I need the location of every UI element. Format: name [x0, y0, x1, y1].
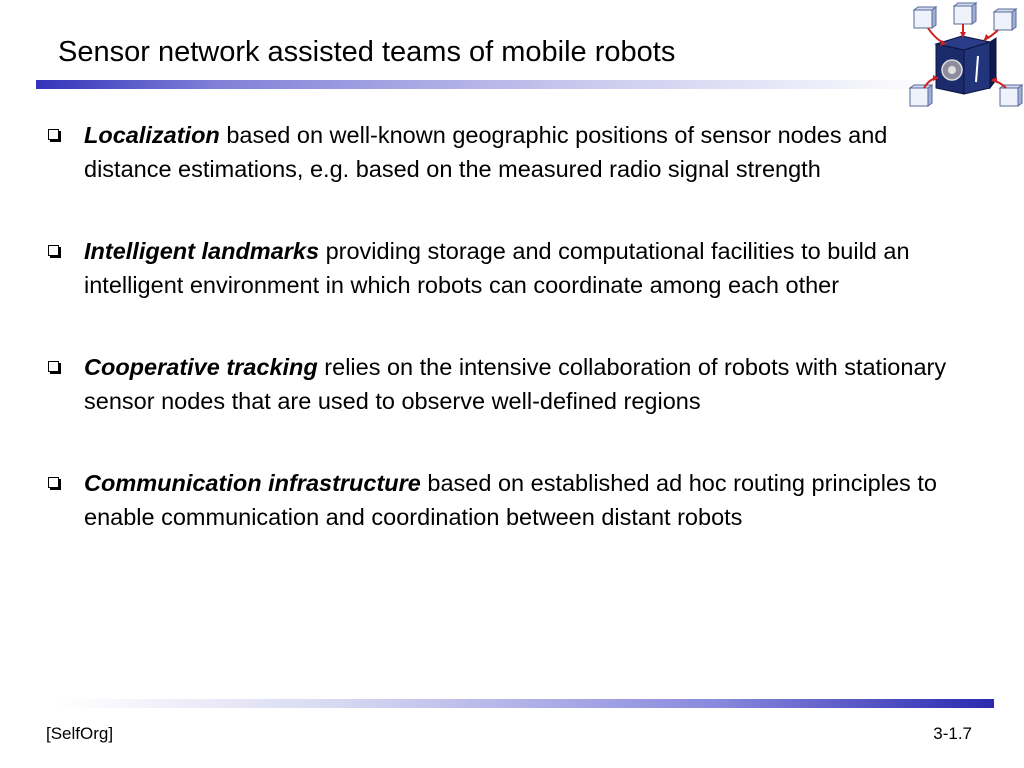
title-divider: [36, 80, 936, 89]
checkbox-icon: [48, 361, 59, 372]
checkbox-icon: [48, 129, 59, 140]
bullet-description: based on well-known geographic positions of sensor nodes and distance estimations, e.g. based on the measured radio signal strength: [84, 122, 888, 182]
bullet-term: Communication infrastructure: [84, 470, 421, 496]
bullet-item-communication-infrastructure: [46, 466, 976, 534]
checkbox-icon: [48, 477, 59, 488]
bullet-term: Cooperative tracking: [84, 354, 318, 380]
footer-divider: [58, 699, 994, 708]
bullet-list: [46, 118, 976, 582]
bullet-term: Localization: [84, 122, 220, 148]
footer-source: [SelfOrg]: [46, 724, 114, 743]
bullet-item-localization: [46, 118, 976, 186]
slide-title: Sensor network assisted teams of mobile robots: [58, 36, 676, 68]
center-cube-icon: [936, 36, 996, 94]
bullet-term: Intelligent landmarks: [84, 238, 320, 264]
bullet-description: relies on the intensive collaboration of robots with stationary sensor nodes that are used to observe well-defined regions: [84, 354, 947, 414]
bullet-item-intelligent-landmarks: [46, 234, 976, 302]
bullet-description: providing storage and computational facilities to build an intelligent environment in which robots can coordinate among each other: [84, 238, 910, 298]
bullet-item-cooperative-tracking: [46, 350, 976, 418]
slide-number: 3-1.7: [933, 724, 972, 743]
selforg-cube-logo: [906, 2, 1024, 112]
bullet-description: based on established ad hoc routing principles to enable communication and coordination between distant robots: [84, 470, 937, 530]
checkbox-icon: [48, 245, 59, 256]
